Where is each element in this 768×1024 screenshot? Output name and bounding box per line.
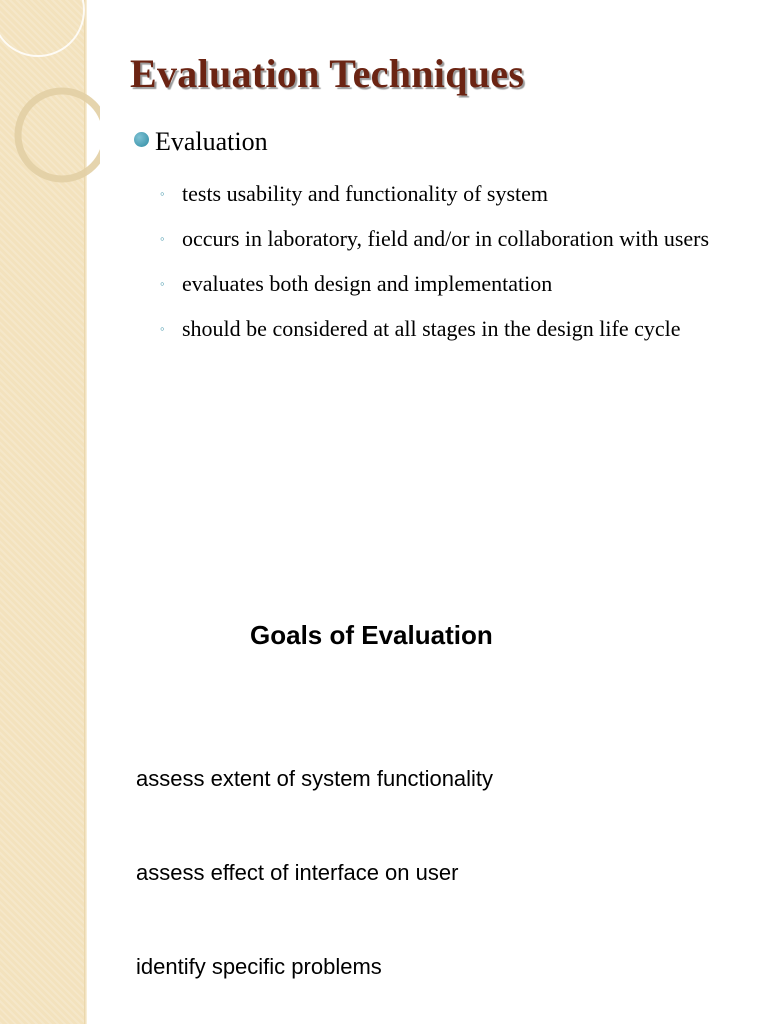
list-item — [160, 313, 750, 344]
goal-item: identify specific problems — [136, 954, 382, 979]
sub-bullet-text: should be considered at all stages in the design life cycle — [182, 316, 681, 341]
goal-item: assess extent of system functionality — [136, 766, 494, 791]
sub-bullet-list — [160, 178, 750, 358]
list-item — [160, 223, 750, 254]
goal-item: assess effect of interface on user — [136, 860, 459, 885]
hollow-circle-bullet-icon: ◦ — [160, 186, 165, 201]
decorative-ring — [18, 91, 100, 179]
goals-heading: Goals of Evaluation — [250, 620, 493, 650]
slide-title: Evaluation Techniques — [130, 51, 525, 96]
sub-bullet-text: evaluates both design and implementation — [182, 271, 553, 296]
main-bullet-label: Evaluation — [155, 127, 268, 156]
sub-bullet-text: occurs in laboratory, field and/or in collaboration with users — [182, 226, 710, 251]
filled-circle-bullet-icon — [134, 132, 149, 147]
sub-bullet-text: tests usability and functionality of system — [182, 181, 549, 206]
hollow-circle-bullet-icon: ◦ — [160, 231, 165, 246]
hollow-circle-bullet-icon: ◦ — [160, 321, 165, 336]
list-item — [160, 268, 750, 299]
list-item — [160, 178, 750, 209]
decorative-circle-large — [0, 0, 84, 56]
main-bullet — [134, 127, 268, 157]
decorative-circles — [0, 0, 100, 200]
hollow-circle-bullet-icon: ◦ — [160, 276, 165, 291]
